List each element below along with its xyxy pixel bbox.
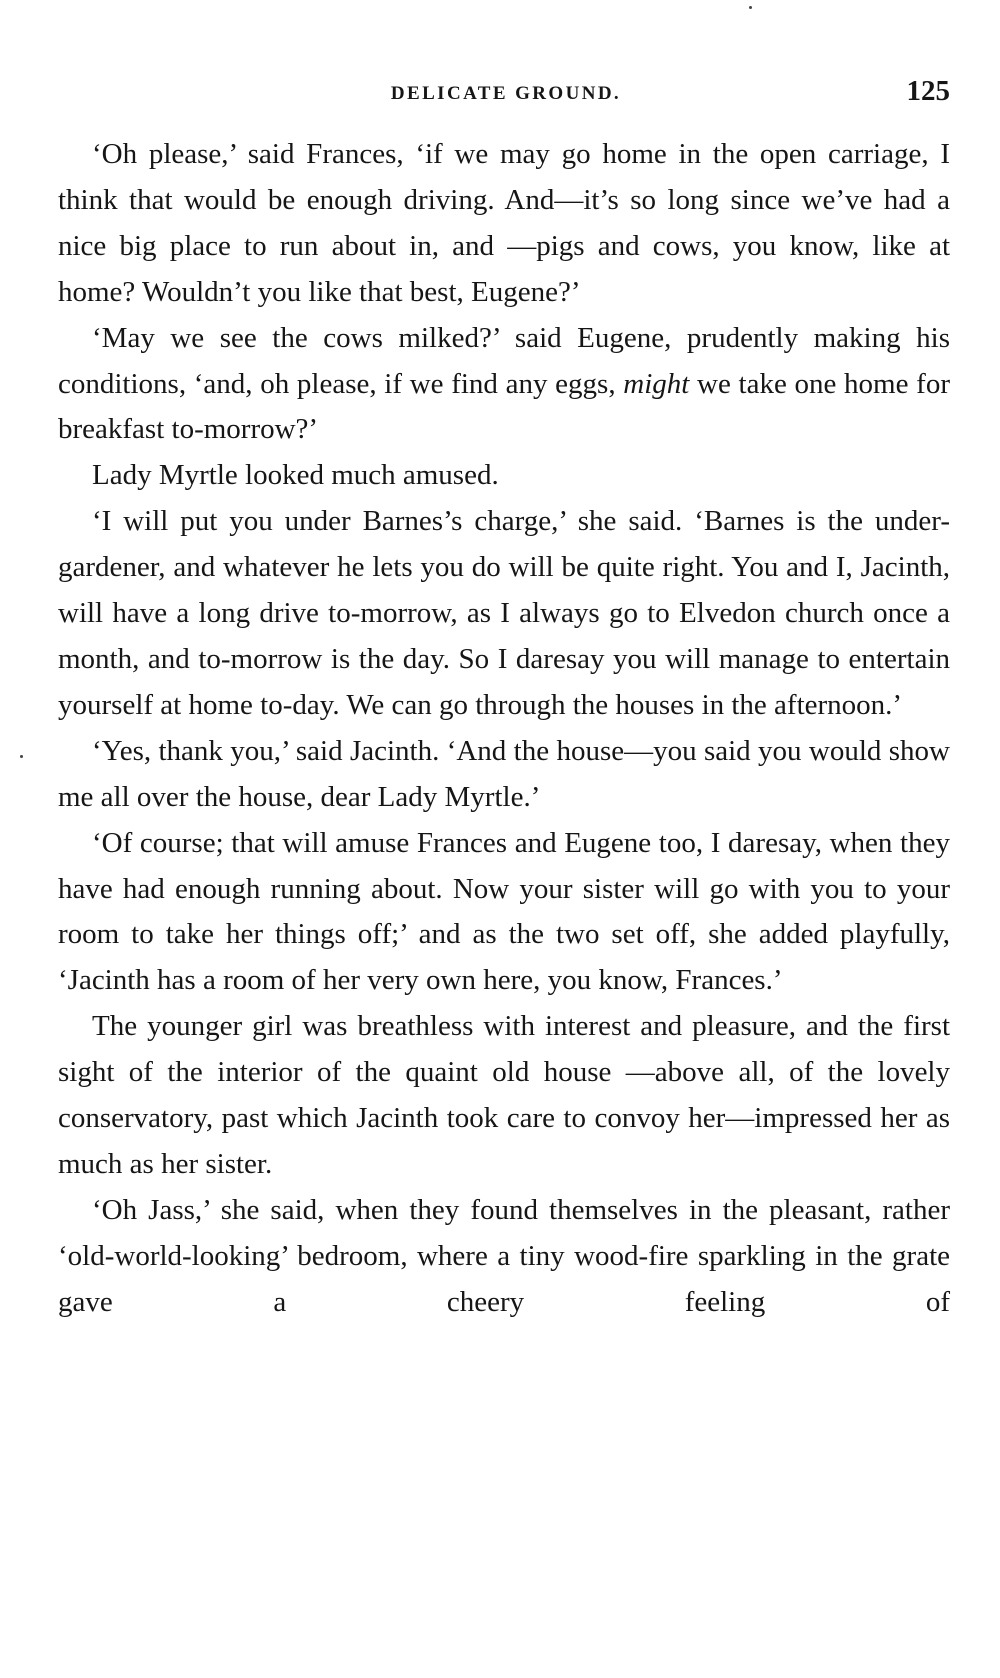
italic-emphasis: might	[623, 367, 690, 400]
page-number: 125	[906, 75, 950, 107]
paragraph-3: Lady Myrtle looked much amused.	[92, 459, 499, 492]
paragraph-8: ‘Oh Jass,’ she said, when they found themselves in the pleasant, rather ‘old-world-looking’ bedroom, where a tiny wood-fire sparkling in the grate gave a cheery feeling of	[58, 1193, 950, 1318]
print-speck	[749, 6, 752, 9]
print-speck	[20, 755, 23, 758]
paragraph-2-end: we take one home for breakfast to-morrow?’	[58, 367, 950, 446]
paragraph-2-start: ‘May we see the cows milked?’ said Eugene, prudently making his conditions, ‘and, oh please, if we find any eggs,	[58, 321, 950, 400]
paragraph-7: The younger girl was breathless with interest and pleasure, and the first sight of the interior of the quaint old house —above all, of the lovely conservatory, past which Jacinth took care to convoy her—impressed her as much as her sister.	[58, 1010, 950, 1180]
paragraph-5: ‘Yes, thank you,’ said Jacinth. ‘And the house—you said you would show me all over the house, dear Lady Myrtle.’	[58, 734, 950, 813]
paragraph-4: ‘I will put you under Barnes’s charge,’ she said. ‘Barnes is the under-gardener, and whatever he lets you do will be quite right. You and I, Jacinth, will have a long drive to-morrow, as I always go to Elvedon church once a month, and to-morrow is the day. So I daresay you will manage to entertain yourself at home to-day. We can go through the houses in the afternoon.’	[58, 505, 950, 721]
paragraph-2	[58, 316, 950, 454]
page-header	[62, 75, 950, 115]
paragraph-6: ‘Of course; that will amuse Frances and Eugene too, I daresay, when they have had enough running about. Now your sister will go with you to your room to take her things off;’ and as the two set off, she added playfully, ‘Jacinth has a room of her very own here, you know, Frances.’	[58, 826, 950, 997]
body-text	[58, 132, 950, 1326]
running-title: DELICATE GROUND.	[390, 83, 622, 104]
paragraph-1: ‘Oh please,’ said Frances, ‘if we may go home in the open carriage, I think that would be enough driving. And—it’s so long since we’ve had a nice big place to run about in, and —pigs and cows, you know, like at home? Wouldn’t you like that best, Eugene?’	[58, 138, 950, 308]
